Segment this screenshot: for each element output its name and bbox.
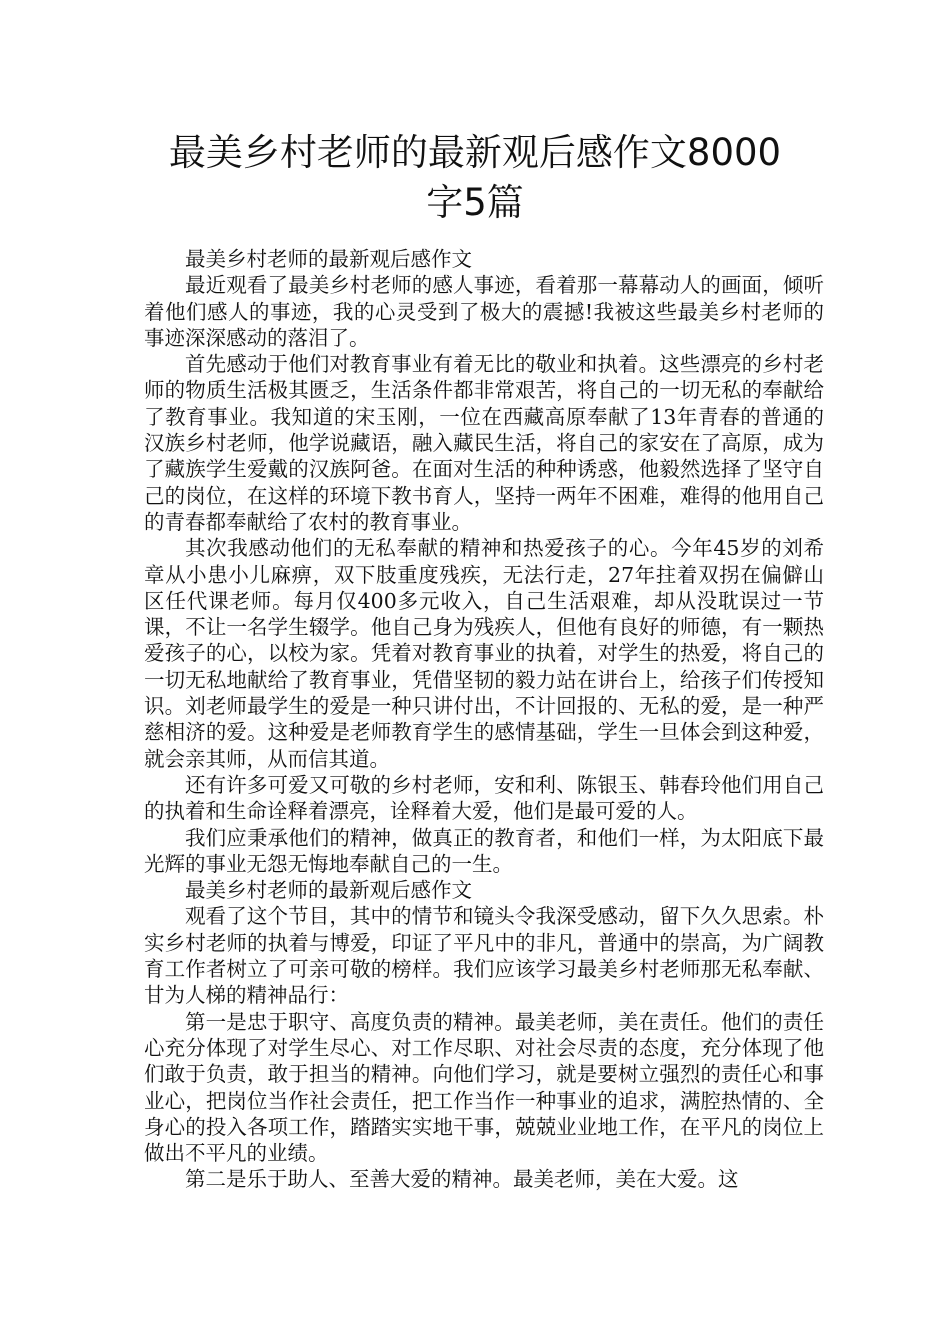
section-heading: 最美乡村老师的最新观后感作文 bbox=[185, 878, 472, 903]
section-heading: 最美乡村老师的最新观后感作文 bbox=[185, 247, 472, 271]
body-paragraph: 首先感动于他们对教育事业有着无比的敬业和执着。这些漂亮的乡村老师的物质生活极其匮乏，生活条件都非常艰苦，将自己的一切无私的奉献给了教育事业。我知道的宋玉刚，一位在西藏高原奉献了13年青春的普通的汉族乡村老师，他学说藏语，融入藏民生活，将自己的家安在了高原，成为了藏族学生爱戴的汉族阿爸。在面对生活的种种诱惑，他毅然选择了坚守自己的岗位，在这样的环境下教书育人，坚持一两年不困难，难得的他用自己的青春都奉献给了农村的教育事业。 bbox=[144, 352, 824, 534]
title-line-1: 最美乡村老师的最新观后感作文8000 bbox=[168, 131, 782, 174]
body-paragraph: 其次我感动他们的无私奉献的精神和热爱孩子的心。今年45岁的刘希章从小患小儿麻痹，双下肢重度残疾，无法行走，27年拄着双拐在偏僻山区任代课老师。每月仅400多元收入，自己生活艰难，却从没耽误过一节课，不让一名学生辍学。他自己身为残疾人，但他有良好的师德，有一颗热爱孩子的心，以校为家。凭着对教育事业的执着，对学生的热爱，将自己的一切无私地献给了教育事业，凭借坚韧的毅力站在讲台上，给孩子们传授知识。刘老师最学生的爱是一种只讲付出，不计回报的、无私的爱，是一种严慈相济的爱。这种爱是老师教育学生的感情基础，学生一旦体会到这种爱，就会亲其师，从而信其道。 bbox=[144, 536, 824, 771]
document-body bbox=[144, 246, 824, 1193]
title-line-2: 字5篇 bbox=[426, 181, 524, 224]
body-paragraph: 第二是乐于助人、至善大爱的精神。最美老师，美在大爱。这 bbox=[185, 1167, 739, 1192]
document-title bbox=[120, 128, 830, 228]
body-paragraph: 还有许多可爱又可敬的乡村老师，安和利、陈银玉、韩春玲他们用自己的执着和生命诠释着漂亮，诠释着大爱，他们是最可爱的人。 bbox=[144, 772, 824, 824]
body-paragraph: 最近观看了最美乡村老师的感人事迹，看着那一幕幕动人的画面，倾听着他们感人的事迹，我的心灵受到了极大的震撼!我被这些最美乡村老师的事迹深深感动的落泪了。 bbox=[144, 273, 824, 350]
body-paragraph: 观看了这个节目，其中的情节和镜头令我深受感动，留下久久思索。朴实乡村老师的执着与博爱，印证了平凡中的非凡，普通中的崇高，为广阔教育工作者树立了可亲可敬的榜样。我们应该学习最美乡村老师那无私奉献、甘为人梯的精神品行： bbox=[144, 904, 824, 1008]
body-paragraph: 我们应秉承他们的精神，做真正的教育者，和他们一样，为太阳底下最光辉的事业无怨无悔地奉献自己的一生。 bbox=[144, 825, 824, 876]
body-paragraph: 第一是忠于职守、高度负责的精神。最美老师，美在责任。他们的责任心充分体现了对学生尽心、对工作尽职、对社会尽责的态度，充分体现了他们敢于负责，敢于担当的精神。向他们学习，就是要树立强烈的责任心和事业心，把岗位当作社会责任，把工作当作一种事业的追求，满腔热情的、全身心的投入各项工作，踏踏实实地干事，兢兢业业地工作，在平凡的岗位上做出不平凡的业绩。 bbox=[144, 1009, 824, 1166]
